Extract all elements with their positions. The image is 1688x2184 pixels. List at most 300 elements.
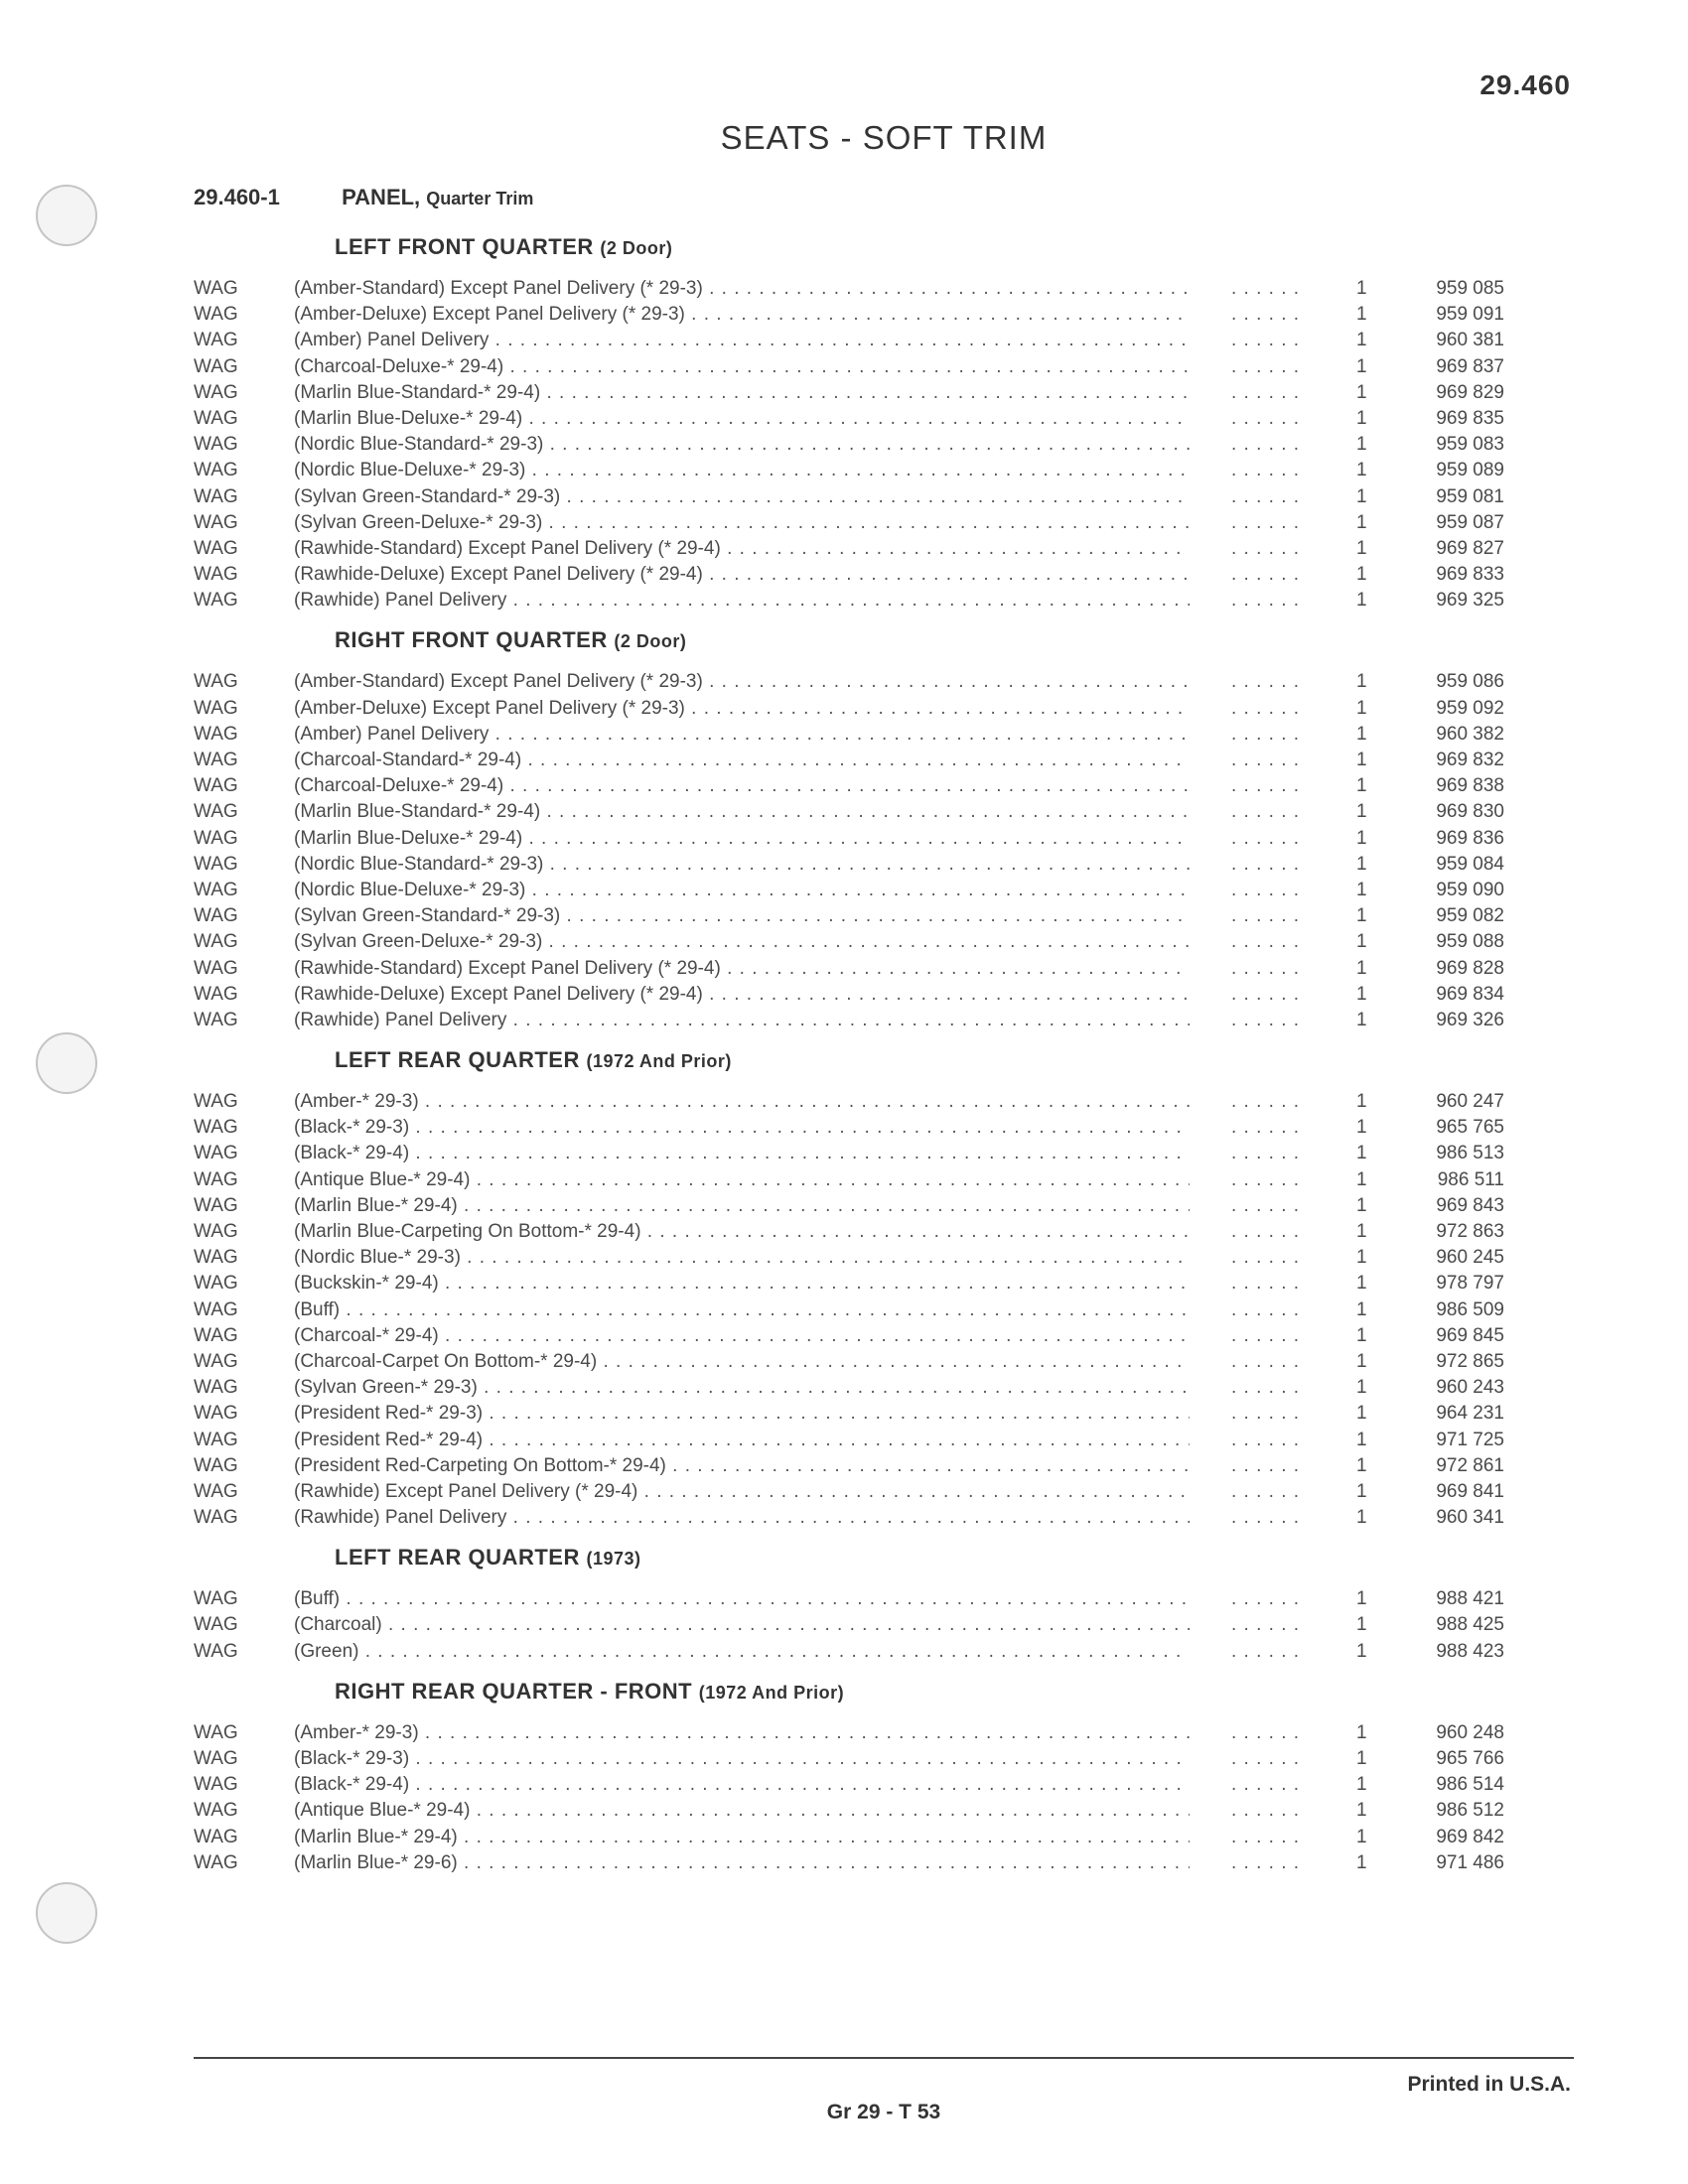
description-cell: (Marlin Blue-Standard-* 29-4) . . . [294, 799, 1190, 825]
leader-dots: . . . . . . [1231, 1298, 1301, 1320]
table-row [0, 1089, 1688, 1115]
leader-dots: . . . . . . [1231, 1721, 1301, 1743]
model-cell: WAG [194, 1377, 238, 1399]
table-row [0, 484, 1688, 510]
section-title-main: RIGHT FRONT QUARTER [335, 627, 608, 653]
model-cell: WAG [194, 931, 238, 953]
description-cell: (Black-* 29-4) . . . [294, 1772, 1190, 1798]
model-cell: WAG [194, 801, 238, 823]
part-number-cell: 959 085 [1436, 278, 1504, 299]
model-cell: WAG [194, 1117, 238, 1139]
table-row [0, 302, 1688, 328]
table-row [0, 588, 1688, 614]
model-cell: WAG [194, 434, 238, 456]
description-cell: (Rawhide) Panel Delivery . . . [294, 588, 1190, 614]
quantity-cell: 1 [1356, 278, 1367, 299]
leader-dots: . . . . . . [1231, 304, 1301, 326]
table-row [0, 354, 1688, 380]
description-cell: (Charcoal-Deluxe-* 29-4) . . . [294, 354, 1190, 380]
quantity-cell: 1 [1356, 1826, 1367, 1847]
leader-dots: . . . . . . [1231, 931, 1301, 953]
description-cell: (Nordic Blue-* 29-3) . . . [294, 1245, 1190, 1271]
quantity-cell: 1 [1356, 775, 1367, 797]
model-cell: WAG [194, 1298, 238, 1320]
model-cell: WAG [194, 905, 238, 927]
model-cell: WAG [194, 1247, 238, 1269]
table-row [0, 1479, 1688, 1505]
description-cell: (Black-* 29-4) . . . [294, 1141, 1190, 1166]
quantity-cell: 1 [1356, 1009, 1367, 1030]
leader-dots: . . . . . . [1231, 434, 1301, 456]
description-cell: (Nordic Blue-Deluxe-* 29-3) . . . [294, 878, 1190, 903]
quantity-cell: 1 [1356, 1194, 1367, 1216]
leader-dots: . . . . . . [1231, 1588, 1301, 1610]
part-number-cell: 969 843 [1436, 1194, 1504, 1216]
part-number-cell: 969 829 [1436, 381, 1504, 403]
description-cell: (Marlin Blue-Carpeting On Bottom-* 29-4) . . . [294, 1219, 1190, 1245]
leader-dots: . . . . . . [1231, 1247, 1301, 1269]
model-cell: WAG [194, 537, 238, 559]
model-cell: WAG [194, 1009, 238, 1030]
part-number-cell: 988 421 [1436, 1588, 1504, 1610]
quantity-cell: 1 [1356, 407, 1367, 429]
leader-dots: . . . . . . [1231, 1091, 1301, 1113]
part-number-cell: 959 084 [1436, 853, 1504, 875]
leader-dots: . . . . . . [1231, 1194, 1301, 1216]
part-number-cell: 960 245 [1436, 1247, 1504, 1269]
part-number-cell: 969 326 [1436, 1009, 1504, 1030]
description-cell: (Amber) Panel Delivery . . . [294, 328, 1190, 353]
quantity-cell: 1 [1356, 1507, 1367, 1529]
leader-dots: . . . . . . [1231, 957, 1301, 979]
description-cell: (Marlin Blue-Deluxe-* 29-4) . . . [294, 406, 1190, 432]
table-row [0, 956, 1688, 982]
parts-table [0, 669, 1688, 1033]
quantity-cell: 1 [1356, 460, 1367, 481]
part-number-cell: 959 083 [1436, 434, 1504, 456]
model-cell: WAG [194, 1800, 238, 1822]
description-cell: (Rawhide-Standard) Except Panel Delivery (* 29-4) . . . [294, 536, 1190, 562]
description-cell: (Charcoal-Standard-* 29-4) . . . [294, 748, 1190, 773]
table-row [0, 536, 1688, 562]
leader-dots: . . . . . . [1231, 381, 1301, 403]
leader-dots: . . . . . . [1231, 1748, 1301, 1769]
description-cell: (Marlin Blue-* 29-6) . . . [294, 1850, 1190, 1876]
model-cell: WAG [194, 460, 238, 481]
quantity-cell: 1 [1356, 1403, 1367, 1425]
table-row [0, 696, 1688, 722]
part-number-cell: 959 086 [1436, 671, 1504, 693]
leader-dots: . . . . . . [1231, 1429, 1301, 1450]
part-number-cell: 960 341 [1436, 1507, 1504, 1529]
part-number-cell: 969 827 [1436, 537, 1504, 559]
footer-printed: Printed in U.S.A. [1407, 2073, 1571, 2096]
quantity-cell: 1 [1356, 1168, 1367, 1190]
quantity-cell: 1 [1356, 1091, 1367, 1113]
description-cell: (Sylvan Green-Standard-* 29-3) . . . [294, 484, 1190, 510]
description-cell: (Black-* 29-3) . . . [294, 1746, 1190, 1772]
quantity-cell: 1 [1356, 853, 1367, 875]
model-cell: WAG [194, 827, 238, 849]
model-cell: WAG [194, 750, 238, 770]
part-number-cell: 969 836 [1436, 827, 1504, 849]
model-cell: WAG [194, 511, 238, 533]
part-number-cell: 972 863 [1436, 1221, 1504, 1242]
quantity-cell: 1 [1356, 1298, 1367, 1320]
footer-rule [194, 2057, 1574, 2059]
description-cell: (Sylvan Green-Deluxe-* 29-3) . . . [294, 929, 1190, 955]
quantity-cell: 1 [1356, 1774, 1367, 1796]
part-number-cell: 959 091 [1436, 304, 1504, 326]
leader-dots: . . . . . . [1231, 1851, 1301, 1873]
leader-dots: . . . . . . [1231, 879, 1301, 900]
part-number-cell: 969 845 [1436, 1324, 1504, 1346]
leader-dots: . . . . . . [1231, 1614, 1301, 1636]
model-cell: WAG [194, 381, 238, 403]
table-row [0, 1193, 1688, 1219]
quantity-cell: 1 [1356, 1117, 1367, 1139]
table-row [0, 748, 1688, 773]
leader-dots: . . . . . . [1231, 827, 1301, 849]
description-cell: (Nordic Blue-Deluxe-* 29-3) . . . [294, 458, 1190, 483]
table-row [0, 328, 1688, 353]
description-cell: (Rawhide) Panel Delivery . . . [294, 1008, 1190, 1033]
model-cell: WAG [194, 671, 238, 693]
table-row [0, 1349, 1688, 1375]
table-row [0, 826, 1688, 852]
part-number-cell: 959 092 [1436, 697, 1504, 719]
quantity-cell: 1 [1356, 1247, 1367, 1269]
leader-dots: . . . . . . [1231, 671, 1301, 693]
page-number: 29.460 [1479, 69, 1571, 100]
quantity-cell: 1 [1356, 1588, 1367, 1610]
description-cell: (Sylvan Green-* 29-3) . . . [294, 1375, 1190, 1401]
part-number-cell: 978 797 [1436, 1273, 1504, 1295]
model-cell: WAG [194, 278, 238, 299]
quantity-cell: 1 [1356, 1640, 1367, 1662]
table-row [0, 1141, 1688, 1166]
binder-hole [36, 1882, 97, 1944]
model-cell: WAG [194, 1826, 238, 1847]
quantity-cell: 1 [1356, 750, 1367, 770]
table-row [0, 1219, 1688, 1245]
model-cell: WAG [194, 1454, 238, 1476]
model-cell: WAG [194, 1614, 238, 1636]
description-cell: (Charcoal-Deluxe-* 29-4) . . . [294, 773, 1190, 799]
quantity-cell: 1 [1356, 511, 1367, 533]
table-row [0, 1505, 1688, 1531]
part-number-cell: 960 243 [1436, 1377, 1504, 1399]
model-cell: WAG [194, 1507, 238, 1529]
part-number-cell: 969 834 [1436, 983, 1504, 1005]
description-cell: (Buff) . . . [294, 1297, 1190, 1323]
section-title [335, 1541, 1688, 1574]
model-cell: WAG [194, 1851, 238, 1873]
quantity-cell: 1 [1356, 485, 1367, 507]
table-row [0, 1453, 1688, 1479]
model-cell: WAG [194, 1221, 238, 1242]
part-number-cell: 969 835 [1436, 407, 1504, 429]
leader-dots: . . . . . . [1231, 1507, 1301, 1529]
description-cell: (Buff) . . . [294, 1586, 1190, 1612]
leader-dots: . . . . . . [1231, 1350, 1301, 1372]
model-cell: WAG [194, 1429, 238, 1450]
model-cell: WAG [194, 1588, 238, 1610]
table-row [0, 1323, 1688, 1349]
leader-dots: . . . . . . [1231, 485, 1301, 507]
table-row [0, 903, 1688, 929]
leader-dots: . . . . . . [1231, 278, 1301, 299]
leader-dots: . . . . . . [1231, 1454, 1301, 1476]
part-number-cell: 972 861 [1436, 1454, 1504, 1476]
model-cell: WAG [194, 1640, 238, 1662]
quantity-cell: 1 [1356, 537, 1367, 559]
table-row [0, 852, 1688, 878]
description-cell: (Rawhide) Panel Delivery . . . [294, 1505, 1190, 1531]
part-number-cell: 988 425 [1436, 1614, 1504, 1636]
leader-dots: . . . . . . [1231, 511, 1301, 533]
table-row [0, 458, 1688, 483]
table-row [0, 878, 1688, 903]
model-cell: WAG [194, 1748, 238, 1769]
quantity-cell: 1 [1356, 1454, 1367, 1476]
description-cell: (Amber-Standard) Except Panel Delivery (* 29-3) . . . [294, 276, 1190, 302]
description-cell: (Black-* 29-3) . . . [294, 1115, 1190, 1141]
part-number-cell: 969 841 [1436, 1480, 1504, 1502]
section-title-main: LEFT REAR QUARTER [335, 1047, 580, 1073]
section-title [335, 1043, 1688, 1077]
description-cell: (Marlin Blue-* 29-4) . . . [294, 1825, 1190, 1850]
part-number-cell: 960 247 [1436, 1091, 1504, 1113]
table-row [0, 432, 1688, 458]
part-number-cell: 965 765 [1436, 1117, 1504, 1139]
section-title [335, 230, 1688, 264]
table-row [0, 1720, 1688, 1746]
quantity-cell: 1 [1356, 1721, 1367, 1743]
table-row [0, 406, 1688, 432]
quantity-cell: 1 [1356, 879, 1367, 900]
quantity-cell: 1 [1356, 1429, 1367, 1450]
part-number-cell: 959 089 [1436, 460, 1504, 481]
description-cell: (Rawhide-Standard) Except Panel Delivery (* 29-4) . . . [294, 956, 1190, 982]
table-row [0, 1798, 1688, 1824]
quantity-cell: 1 [1356, 1614, 1367, 1636]
model-cell: WAG [194, 1091, 238, 1113]
part-number-cell: 969 832 [1436, 750, 1504, 770]
table-row [0, 982, 1688, 1008]
part-number-cell: 964 231 [1436, 1403, 1504, 1425]
table-row [0, 276, 1688, 302]
model-cell: WAG [194, 1774, 238, 1796]
part-number-cell: 972 865 [1436, 1350, 1504, 1372]
part-number-cell: 969 830 [1436, 801, 1504, 823]
section-title [335, 623, 1688, 657]
quantity-cell: 1 [1356, 697, 1367, 719]
group-name: PANEL, [342, 185, 421, 209]
table-row [0, 1612, 1688, 1638]
leader-dots: . . . . . . [1231, 801, 1301, 823]
description-cell: (Sylvan Green-Standard-* 29-3) . . . [294, 903, 1190, 929]
table-row [0, 1115, 1688, 1141]
part-number-cell: 969 842 [1436, 1826, 1504, 1847]
model-cell: WAG [194, 485, 238, 507]
leader-dots: . . . . . . [1231, 590, 1301, 612]
quantity-cell: 1 [1356, 590, 1367, 612]
model-cell: WAG [194, 1324, 238, 1346]
part-number-cell: 969 325 [1436, 590, 1504, 612]
quantity-cell: 1 [1356, 1800, 1367, 1822]
leader-dots: . . . . . . [1231, 1168, 1301, 1190]
description-cell: (Marlin Blue-Deluxe-* 29-4) . . . [294, 826, 1190, 852]
leader-dots: . . . . . . [1231, 1221, 1301, 1242]
leader-dots: . . . . . . [1231, 750, 1301, 770]
part-number-cell: 959 088 [1436, 931, 1504, 953]
description-cell: (Green) . . . [294, 1639, 1190, 1665]
table-row [0, 1271, 1688, 1297]
section-title-sub: (1972 And Prior) [586, 1051, 732, 1072]
model-cell: WAG [194, 1168, 238, 1190]
table-row [0, 929, 1688, 955]
quantity-cell: 1 [1356, 1273, 1367, 1295]
part-number-cell: 969 833 [1436, 564, 1504, 586]
leader-dots: . . . . . . [1231, 1640, 1301, 1662]
part-number-cell: 959 087 [1436, 511, 1504, 533]
parts-list [0, 230, 1688, 1886]
table-row [0, 1586, 1688, 1612]
part-number-cell: 960 381 [1436, 330, 1504, 351]
description-cell: (Rawhide) Except Panel Delivery (* 29-4) . . . [294, 1479, 1190, 1505]
model-cell: WAG [194, 1194, 238, 1216]
leader-dots: . . . . . . [1231, 1143, 1301, 1164]
description-cell: (Buckskin-* 29-4) . . . [294, 1271, 1190, 1297]
section-title-main: LEFT FRONT QUARTER [335, 234, 594, 259]
leader-dots: . . . . . . [1231, 1273, 1301, 1295]
leader-dots: . . . . . . [1231, 1826, 1301, 1847]
part-number-cell: 986 514 [1436, 1774, 1504, 1796]
model-cell: WAG [194, 983, 238, 1005]
footer-page-code: Gr 29 - T 53 [826, 2101, 941, 2123]
model-cell: WAG [194, 564, 238, 586]
description-cell: (President Red-* 29-4) . . . [294, 1428, 1190, 1453]
model-cell: WAG [194, 304, 238, 326]
table-row [0, 1008, 1688, 1033]
part-number-cell: 986 509 [1436, 1298, 1504, 1320]
part-number-cell: 986 511 [1437, 1168, 1504, 1190]
description-cell: (Amber-* 29-3) . . . [294, 1720, 1190, 1746]
model-cell: WAG [194, 1350, 238, 1372]
leader-dots: . . . . . . [1231, 564, 1301, 586]
quantity-cell: 1 [1356, 1350, 1367, 1372]
model-cell: WAG [194, 775, 238, 797]
quantity-cell: 1 [1356, 723, 1367, 745]
quantity-cell: 1 [1356, 1851, 1367, 1873]
description-cell: (President Red-* 29-3) . . . [294, 1401, 1190, 1427]
table-row [0, 1825, 1688, 1850]
part-number-cell: 969 837 [1436, 355, 1504, 377]
section-title [335, 1675, 1688, 1708]
section-title-main: LEFT REAR QUARTER [335, 1545, 580, 1570]
leader-dots: . . . . . . [1231, 1480, 1301, 1502]
quantity-cell: 1 [1356, 381, 1367, 403]
group-code: 29.460-1 [194, 185, 280, 209]
quantity-cell: 1 [1356, 1221, 1367, 1242]
leader-dots: . . . . . . [1231, 1324, 1301, 1346]
description-cell: (Charcoal-Carpet On Bottom-* 29-4) . . . [294, 1349, 1190, 1375]
leader-dots: . . . . . . [1231, 1117, 1301, 1139]
part-number-cell: 969 838 [1436, 775, 1504, 797]
table-row [0, 380, 1688, 406]
part-number-cell: 986 512 [1436, 1800, 1504, 1822]
quantity-cell: 1 [1356, 330, 1367, 351]
model-cell: WAG [194, 1143, 238, 1164]
quantity-cell: 1 [1356, 983, 1367, 1005]
quantity-cell: 1 [1356, 801, 1367, 823]
section-title-sub: (2 Door) [614, 631, 687, 652]
part-number-cell: 960 382 [1436, 723, 1504, 745]
table-row [0, 1428, 1688, 1453]
leader-dots: . . . . . . [1231, 1800, 1301, 1822]
part-number-cell: 965 766 [1436, 1748, 1504, 1769]
leader-dots: . . . . . . [1231, 983, 1301, 1005]
description-cell: (Nordic Blue-Standard-* 29-3) . . . [294, 432, 1190, 458]
description-cell: (President Red-Carpeting On Bottom-* 29-4) . . . [294, 1453, 1190, 1479]
leader-dots: . . . . . . [1231, 1774, 1301, 1796]
model-cell: WAG [194, 723, 238, 745]
model-cell: WAG [194, 1480, 238, 1502]
table-row [0, 1167, 1688, 1193]
part-number-cell: 960 248 [1436, 1721, 1504, 1743]
part-number-cell: 986 513 [1436, 1143, 1504, 1164]
table-row [0, 722, 1688, 748]
description-cell: (Amber-Deluxe) Except Panel Delivery (* 29-3) . . . [294, 302, 1190, 328]
leader-dots: . . . . . . [1231, 1377, 1301, 1399]
description-cell: (Rawhide-Deluxe) Except Panel Delivery (* 29-4) . . . [294, 982, 1190, 1008]
quantity-cell: 1 [1356, 1748, 1367, 1769]
quantity-cell: 1 [1356, 434, 1367, 456]
description-cell: (Amber-Deluxe) Except Panel Delivery (* 29-3) . . . [294, 696, 1190, 722]
table-row [0, 799, 1688, 825]
part-number-cell: 971 725 [1436, 1429, 1504, 1450]
parts-table [0, 1089, 1688, 1531]
description-cell: (Nordic Blue-Standard-* 29-3) . . . [294, 852, 1190, 878]
leader-dots: . . . . . . [1231, 697, 1301, 719]
quantity-cell: 1 [1356, 564, 1367, 586]
leader-dots: . . . . . . [1231, 1009, 1301, 1030]
quantity-cell: 1 [1356, 1143, 1367, 1164]
leader-dots: . . . . . . [1231, 355, 1301, 377]
section-title-sub: (1972 And Prior) [698, 1682, 845, 1703]
model-cell: WAG [194, 1403, 238, 1425]
table-row [0, 773, 1688, 799]
description-cell: (Marlin Blue-Standard-* 29-4) . . . [294, 380, 1190, 406]
table-row [0, 1772, 1688, 1798]
model-cell: WAG [194, 1721, 238, 1743]
model-cell: WAG [194, 957, 238, 979]
description-cell: (Amber) Panel Delivery . . . [294, 722, 1190, 748]
section-title-sub: (1973) [586, 1549, 641, 1570]
model-cell: WAG [194, 330, 238, 351]
group-subtitle: Quarter Trim [426, 189, 534, 208]
leader-dots: . . . . . . [1231, 460, 1301, 481]
table-row [0, 1850, 1688, 1876]
part-number-cell: 959 090 [1436, 879, 1504, 900]
quantity-cell: 1 [1356, 931, 1367, 953]
quantity-cell: 1 [1356, 905, 1367, 927]
quantity-cell: 1 [1356, 1377, 1367, 1399]
description-cell: (Amber-* 29-3) . . . [294, 1089, 1190, 1115]
table-row [0, 669, 1688, 695]
leader-dots: . . . . . . [1231, 775, 1301, 797]
